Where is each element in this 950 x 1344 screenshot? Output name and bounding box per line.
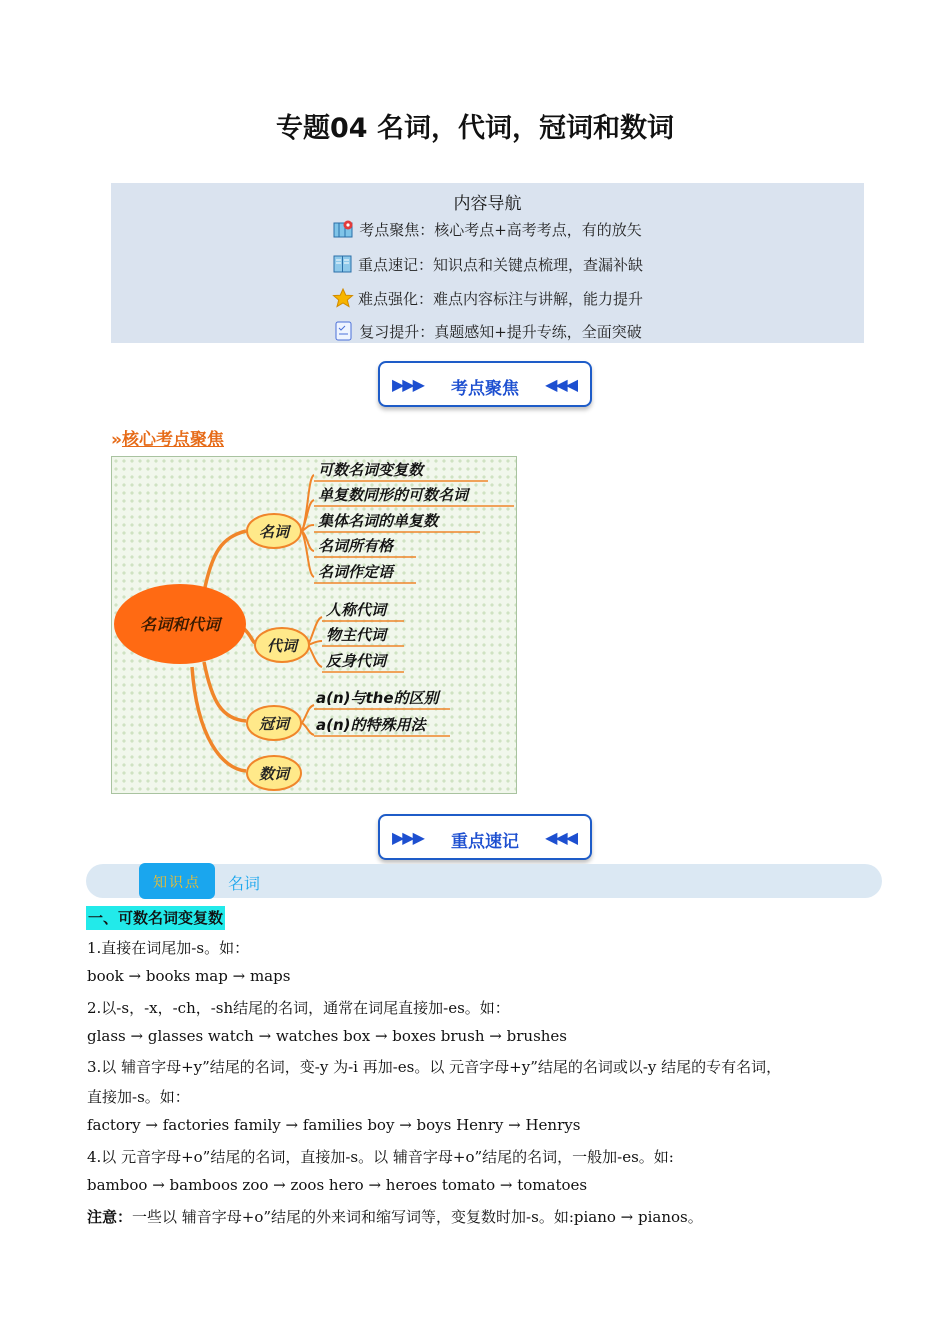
nav-item-review <box>111 321 864 342</box>
triangle-right-icon: ▶▶▶ <box>392 375 423 394</box>
mind-map <box>111 456 517 794</box>
body-line: 1.直接在词尾加-s。如： <box>87 939 250 957</box>
leaf-reflexive-pronouns: 反身代词 <box>326 652 387 670</box>
nav-item-text: 难点强化：难点内容标注与讲解，能力提升 <box>357 290 643 308</box>
triangle-left-icon: ◀◀◀ <box>545 375 576 394</box>
body-line: factory → factories family → families boy → boys Henry → Henrys <box>87 1116 581 1134</box>
triangle-right-icon: ▶▶▶ <box>392 828 423 847</box>
section-chip <box>139 863 215 899</box>
body-line: bamboo → bamboos zoo → zoos hero → heroes tomato → tomatoes <box>87 1176 588 1194</box>
leaf-noun-attributive: 名词作定语 <box>318 563 394 581</box>
nav-heading: 内容导航 <box>453 194 522 214</box>
note-label: 注意： <box>87 1208 133 1226</box>
double-chevron-icon: » <box>111 430 122 450</box>
branch-label-nouns: 名词 <box>258 523 290 541</box>
core-points-text: 核心考点聚焦 <box>121 430 224 450</box>
leaf-a-special-usage: a(n)的特殊用法 <box>316 716 426 734</box>
leaf-a-vs-the: a(n)与the的区别 <box>316 689 439 707</box>
content-navigation <box>111 183 864 343</box>
nav-item-notes <box>111 254 864 275</box>
mind-map-svg <box>112 457 516 793</box>
note-text: 一些以 辅音字母+o”结尾的外来词和缩写词等，变复数时加-s。如:piano → pianos。 <box>132 1208 703 1226</box>
section-title: 名词 <box>228 874 261 893</box>
checklist-icon <box>333 321 355 341</box>
leaf-possessive-pronouns: 物主代词 <box>326 626 387 644</box>
book-icon <box>332 254 354 274</box>
branch-label-articles: 冠词 <box>258 715 290 733</box>
nav-item-text: 考点聚焦：核心考点+高考考点，有的放矢 <box>359 221 642 239</box>
subheading: 一、可数名词变复数 <box>86 906 225 930</box>
notes-banner-label: 重点速记 <box>451 832 519 852</box>
branch-label-numerals: 数词 <box>258 765 290 783</box>
nav-item-focus <box>111 219 864 240</box>
body-line: 直接加-s。如： <box>87 1088 190 1106</box>
focus-banner-label: 考点聚焦 <box>451 379 519 399</box>
core-points-label <box>111 425 224 450</box>
notes-banner <box>378 814 592 860</box>
body-line: glass → glasses watch → watches box → boxes brush → brushes <box>87 1027 568 1045</box>
body-line: 2.以-s，-x，-ch，-sh结尾的名词，通常在词尾直接加-es。如： <box>87 999 510 1017</box>
body-line: 3.以 辅音字母+y”结尾的名词，变-y 为-i 再加-es。以 元音字母+y”结尾的名词或以-y 结尾的专有名词， <box>87 1058 782 1076</box>
leaf-collective-nouns: 集体名词的单复数 <box>318 512 439 530</box>
focus-banner <box>378 361 592 407</box>
star-icon <box>332 288 354 308</box>
section-chip-label: 知识点 <box>153 875 201 891</box>
body-line: book → books map → maps <box>87 967 291 985</box>
mind-map-center-label: 名词和代词 <box>139 615 221 634</box>
nav-item-text: 重点速记：知识点和关键点梳理，查漏补缺 <box>357 256 643 274</box>
leaf-plural-nouns: 可数名词变复数 <box>318 461 424 479</box>
nav-item-hard <box>111 288 864 309</box>
map-pin-icon <box>333 219 355 239</box>
leaf-same-form-nouns: 单复数同形的可数名词 <box>318 486 469 504</box>
branch-label-pronouns: 代词 <box>266 637 298 655</box>
note-line <box>87 1206 703 1227</box>
body-line: 4.以 元音字母+o”结尾的名词，直接加-s。以 辅音字母+o”结尾的名词，一般加-es。如: <box>87 1148 674 1166</box>
leaf-personal-pronouns: 人称代词 <box>326 601 387 619</box>
triangle-left-icon: ◀◀◀ <box>545 828 576 847</box>
nav-item-text: 复习提升：真题感知+提升专练，全面突破 <box>359 323 642 341</box>
page-title: 专题04 名词，代词，冠词和数词 <box>276 113 674 144</box>
leaf-possessive-case: 名词所有格 <box>318 537 394 555</box>
